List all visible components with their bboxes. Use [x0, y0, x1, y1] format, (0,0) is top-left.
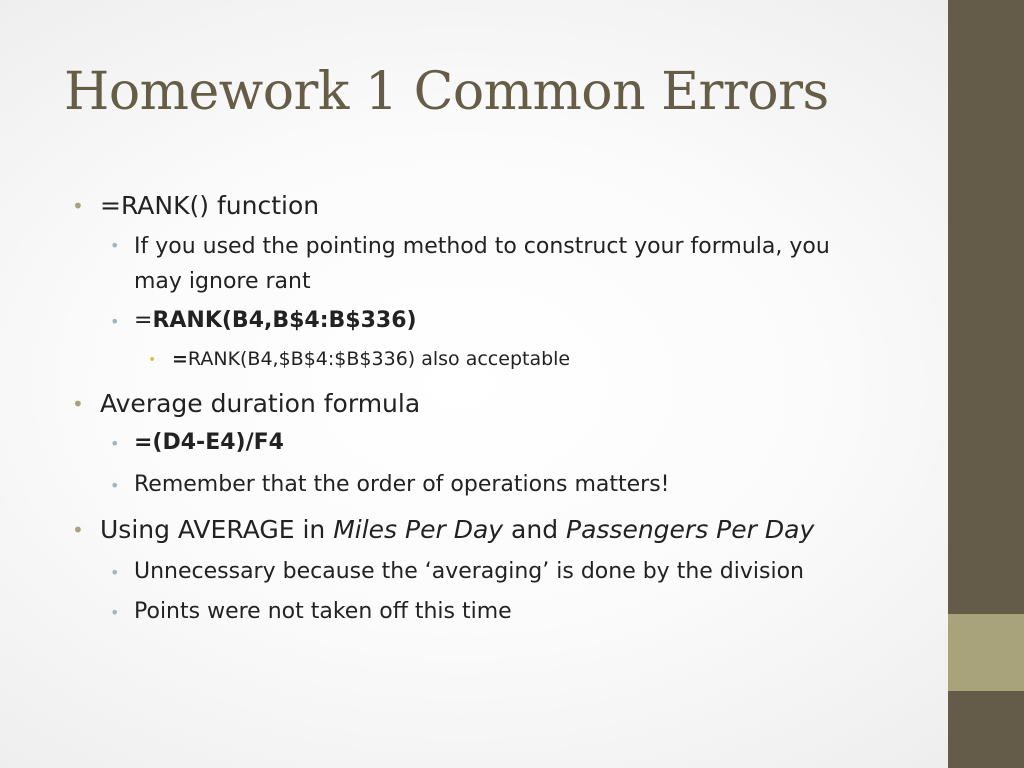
bullet-text: Points were not taken off this time — [134, 599, 512, 624]
bullet-text: Remember that the order of operations matters! — [134, 472, 670, 497]
decorative-sidebar-accent — [948, 614, 1024, 691]
slide-title: Homework 1 Common Errors — [64, 62, 829, 122]
text-segment: Using AVERAGE in — [100, 515, 334, 544]
bullet-dot-icon: • — [110, 476, 120, 495]
bullet-dot-icon: • — [110, 236, 120, 255]
text-prefix: = — [134, 308, 153, 333]
bullet-dot-icon: • — [110, 434, 120, 453]
bullet-dot-icon: • — [110, 312, 120, 331]
text-segment: and — [503, 515, 567, 544]
bullet-dot-icon: • — [72, 194, 84, 218]
bullet-text: =(D4-E4)/F4 — [134, 430, 284, 455]
bullet-text: =RANK() function — [100, 191, 320, 220]
bullet-dot-icon: • — [110, 563, 120, 582]
text-prefix: = — [172, 348, 188, 370]
bullet-text — [172, 348, 570, 370]
bullet-text: If you used the pointing method to construct your formula, you may ignore rant — [134, 234, 830, 294]
formula-text: RANK(B4,$B$4:$B$336) also acceptable — [187, 348, 571, 370]
bullet-dot-icon: • — [72, 392, 84, 416]
formula-text: RANK(B4,B$4:B$336) — [152, 308, 417, 333]
bullet-text — [100, 515, 814, 544]
bullet-dot-icon: • — [110, 603, 120, 622]
bullet-text: Average duration formula — [100, 389, 421, 418]
bullet-text: Unnecessary because the ‘averaging’ is done by the division — [134, 559, 804, 584]
italic-text: Passengers Per Day — [566, 515, 815, 544]
italic-text: Miles Per Day — [333, 515, 504, 544]
bullet-dot-icon: • — [148, 352, 157, 368]
bullet-dot-icon: • — [72, 518, 84, 542]
bullet-text — [134, 303, 417, 338]
